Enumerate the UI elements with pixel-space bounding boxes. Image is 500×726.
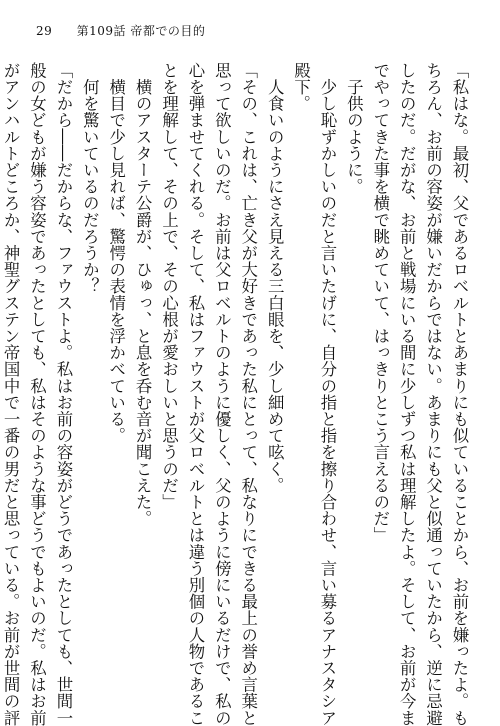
text-line: ちろん、お前の容姿が嫌いだからではない。あまりにも父と似通っていたから、逆に忌避 — [423, 62, 443, 726]
chapter-title: 帝都での目的 — [130, 24, 206, 38]
text-line: 子供のように。 — [344, 62, 364, 195]
text-line: 般の女どもが嫌う容姿であったとしても、私はそのような事どうでもよいのだ。私はお前 — [27, 62, 47, 726]
text-line: 「私はな。最初、父であるロベルトとあまりにも似ていることから、お前を嫌ったよ。も — [450, 62, 469, 726]
text-line: 殿下。 — [291, 62, 311, 112]
running-header — [36, 22, 205, 39]
text-line: がアンハルトどころか、神聖グステン帝国中で一番の男だと思っている。お前が世間の評 — [1, 62, 21, 726]
text-line: 人食いのようにさえ見える三白眼を、少し細めて呟く。 — [265, 62, 285, 494]
text-line: でやってきた事を横で眺めていて、はっきりとこう言えるのだ」 — [370, 62, 390, 544]
text-line: 横のアスターテ公爵が、ひゅっ、と息を呑む音が聞こえた。 — [133, 62, 153, 527]
body-text — [1, 62, 472, 726]
text-line: 横目で少し見れば、驚愕の表情を浮かべている。 — [106, 62, 126, 444]
text-line: したのだ。だがな、お前と戦場にいる間に少しずつ私は理解したよ。そして、お前が今ま — [397, 62, 417, 726]
text-line: 思って欲しいのだ。お前は父ロベルトのように優しく、父のように傍にいるだけで、私の — [212, 62, 232, 726]
page-number: 29 — [36, 24, 53, 38]
chapter-number: 第109話 — [76, 24, 127, 38]
text-line: 「だから――だからな、ファウストよ。私はお前の容姿がどうであったとしても、世間一 — [53, 62, 73, 726]
text-line: とを理解して、その上で、その心根が愛おしいと思うのだ」 — [159, 62, 179, 511]
text-line: 何を驚いているのだろうか？ — [80, 62, 100, 295]
text-line: 少し恥ずかしいのだと言いたげに、自分の指と指を擦り合わせ、言い募るアナスタシア — [317, 62, 337, 726]
text-line: 「その、これは、亡き父が大好きであった私にとって、私なりにできる最上の誉め言葉と — [238, 62, 258, 726]
text-line: 心を弾ませてくれる。そして、私はファウストが父ロベルトとは違う別個の人物であるこ — [185, 62, 205, 726]
